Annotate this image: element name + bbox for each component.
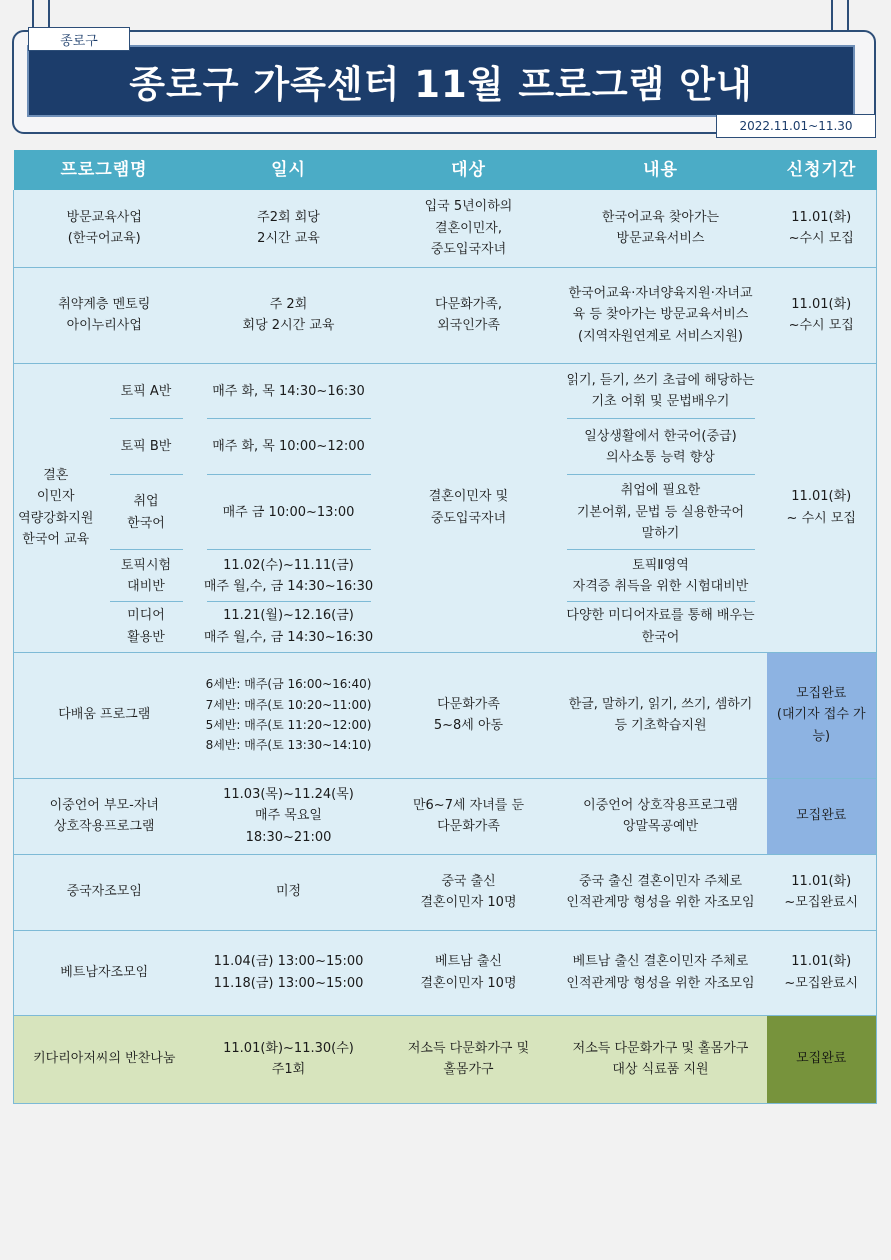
program-schedule: 11.03(목)~11.24(목) 매주 목요일 18:30~21:00 bbox=[195, 778, 383, 854]
table-row bbox=[14, 652, 877, 778]
col-header-target: 대상 bbox=[383, 150, 555, 190]
program-content: 한국어교육 찾아가는 방문교육서비스 bbox=[555, 190, 767, 267]
program-content: 한국어교육·자녀양육지원·자녀교 육 등 찾아가는 방문교육서비스 (지역자원연계로 서비스지원) bbox=[555, 267, 767, 363]
program-schedule: 6세반: 매주(금 16:00~16:40) 7세반: 매주(토 10:20~11:00) 5세반: 매주(토 11:20~12:00) 8세반: 매주(토 13:30~14:10) bbox=[195, 652, 383, 778]
class-schedule: 11.02(수)~11.11(금) 매주 월,수, 금 14:30~16:30 bbox=[195, 550, 383, 602]
program-schedule: 11.01(화)~11.30(수) 주1회 bbox=[195, 1015, 383, 1103]
program-content: 베트남 출신 결혼이민자 주체로 인적관계망 형성을 위한 자조모임 bbox=[555, 930, 767, 1015]
program-target: 저소득 다문화가구 및 홀몸가구 bbox=[383, 1015, 555, 1103]
page-title: 종로구 가족센터 11월 프로그램 안내 bbox=[129, 63, 753, 106]
program-content: 저소득 다문화가구 및 홀몸가구 대상 식료품 지원 bbox=[555, 1015, 767, 1103]
class-content: 일상생활에서 한국어(중급) 의사소통 능력 향상 bbox=[555, 419, 767, 475]
col-header-name: 프로그램명 bbox=[14, 150, 195, 190]
class-content: 취업에 필요한 기본어휘, 문법 등 실용한국어 말하기 bbox=[555, 475, 767, 550]
program-schedule: 주2회 회당 2시간 교육 bbox=[195, 190, 383, 267]
period-tag: 2022.11.01~11.30 bbox=[716, 114, 876, 138]
program-name: 방문교육사업 (한국어교육) bbox=[14, 190, 195, 267]
program-target: 입국 5년이하의 결혼이민자, 중도입국자녀 bbox=[383, 190, 555, 267]
program-schedule: 11.04(금) 13:00~15:00 11.18(금) 13:00~15:00 bbox=[195, 930, 383, 1015]
class-label: 미디어 활용반 bbox=[98, 602, 195, 652]
program-period: 11.01(화) ~ 수시 모집 bbox=[767, 363, 877, 652]
class-label: 토픽 B반 bbox=[98, 419, 195, 475]
table-row bbox=[14, 1015, 877, 1103]
class-schedule: 매주 금 10:00~13:00 bbox=[195, 475, 383, 550]
program-name: 이중언어 부모-자녀 상호작용프로그램 bbox=[14, 778, 195, 854]
program-content: 중국 출신 결혼이민자 주체로 인적관계망 형성을 위한 자조모임 bbox=[555, 854, 767, 930]
class-schedule: 11.21(월)~12.16(금) 매주 월,수, 금 14:30~16:30 bbox=[195, 602, 383, 652]
table-subrow bbox=[14, 363, 877, 419]
program-name: 중국자조모임 bbox=[14, 854, 195, 930]
program-table bbox=[13, 150, 877, 1104]
program-target: 결혼이민자 및 중도입국자녀 bbox=[383, 363, 555, 652]
class-content: 다양한 미디어자료를 통해 배우는 한국어 bbox=[555, 602, 767, 652]
program-content: 이중언어 상호작용프로그램 앙말목공예반 bbox=[555, 778, 767, 854]
class-label: 취업 한국어 bbox=[98, 475, 195, 550]
class-content: 토픽Ⅱ영역 자격증 취득을 위한 시험대비반 bbox=[555, 550, 767, 602]
program-name: 베트남자조모임 bbox=[14, 930, 195, 1015]
program-target: 베트남 출신 결혼이민자 10명 bbox=[383, 930, 555, 1015]
table-row bbox=[14, 930, 877, 1015]
program-period: 모집완료 (대기자 접수 가능) bbox=[767, 652, 877, 778]
program-period: 11.01(화) ~수시 모집 bbox=[767, 267, 877, 363]
org-tag: 종로구 bbox=[28, 27, 130, 51]
program-schedule: 주 2회 회당 2시간 교육 bbox=[195, 267, 383, 363]
col-header-content: 내용 bbox=[555, 150, 767, 190]
table-row bbox=[14, 778, 877, 854]
class-schedule: 매주 화, 목 14:30~16:30 bbox=[195, 363, 383, 419]
program-content: 한글, 말하기, 읽기, 쓰기, 셈하기 등 기초학습지원 bbox=[555, 652, 767, 778]
program-period: 11.01(화) ~모집완료시 bbox=[767, 930, 877, 1015]
program-name: 키다리아저씨의 반찬나눔 bbox=[14, 1015, 195, 1103]
program-target: 다문화가족 5~8세 아동 bbox=[383, 652, 555, 778]
table-header-row bbox=[14, 150, 877, 190]
program-name: 다배움 프로그램 bbox=[14, 652, 195, 778]
col-header-period: 신청기간 bbox=[767, 150, 877, 190]
program-name: 취약계층 멘토링 아이누리사업 bbox=[14, 267, 195, 363]
program-target: 다문화가족, 외국인가족 bbox=[383, 267, 555, 363]
title-banner bbox=[27, 45, 855, 117]
col-header-schedule: 일시 bbox=[195, 150, 383, 190]
program-period: 모집완료 bbox=[767, 1015, 877, 1103]
program-target: 만6~7세 자녀를 둔 다문화가족 bbox=[383, 778, 555, 854]
program-target: 중국 출신 결혼이민자 10명 bbox=[383, 854, 555, 930]
class-schedule: 매주 화, 목 10:00~12:00 bbox=[195, 419, 383, 475]
class-label: 토픽 A반 bbox=[98, 363, 195, 419]
class-label: 토픽시험 대비반 bbox=[98, 550, 195, 602]
table-row bbox=[14, 190, 877, 267]
program-period: 11.01(화) ~모집완료시 bbox=[767, 854, 877, 930]
class-content: 읽기, 듣기, 쓰기 초급에 해당하는 기초 어휘 및 문법배우기 bbox=[555, 363, 767, 419]
program-period: 11.01(화) ~수시 모집 bbox=[767, 190, 877, 267]
program-schedule: 미정 bbox=[195, 854, 383, 930]
program-period: 모집완료 bbox=[767, 778, 877, 854]
program-name: 결혼 이민자 역량강화지원 한국어 교육 bbox=[14, 363, 98, 652]
table-row bbox=[14, 854, 877, 930]
table-row bbox=[14, 267, 877, 363]
